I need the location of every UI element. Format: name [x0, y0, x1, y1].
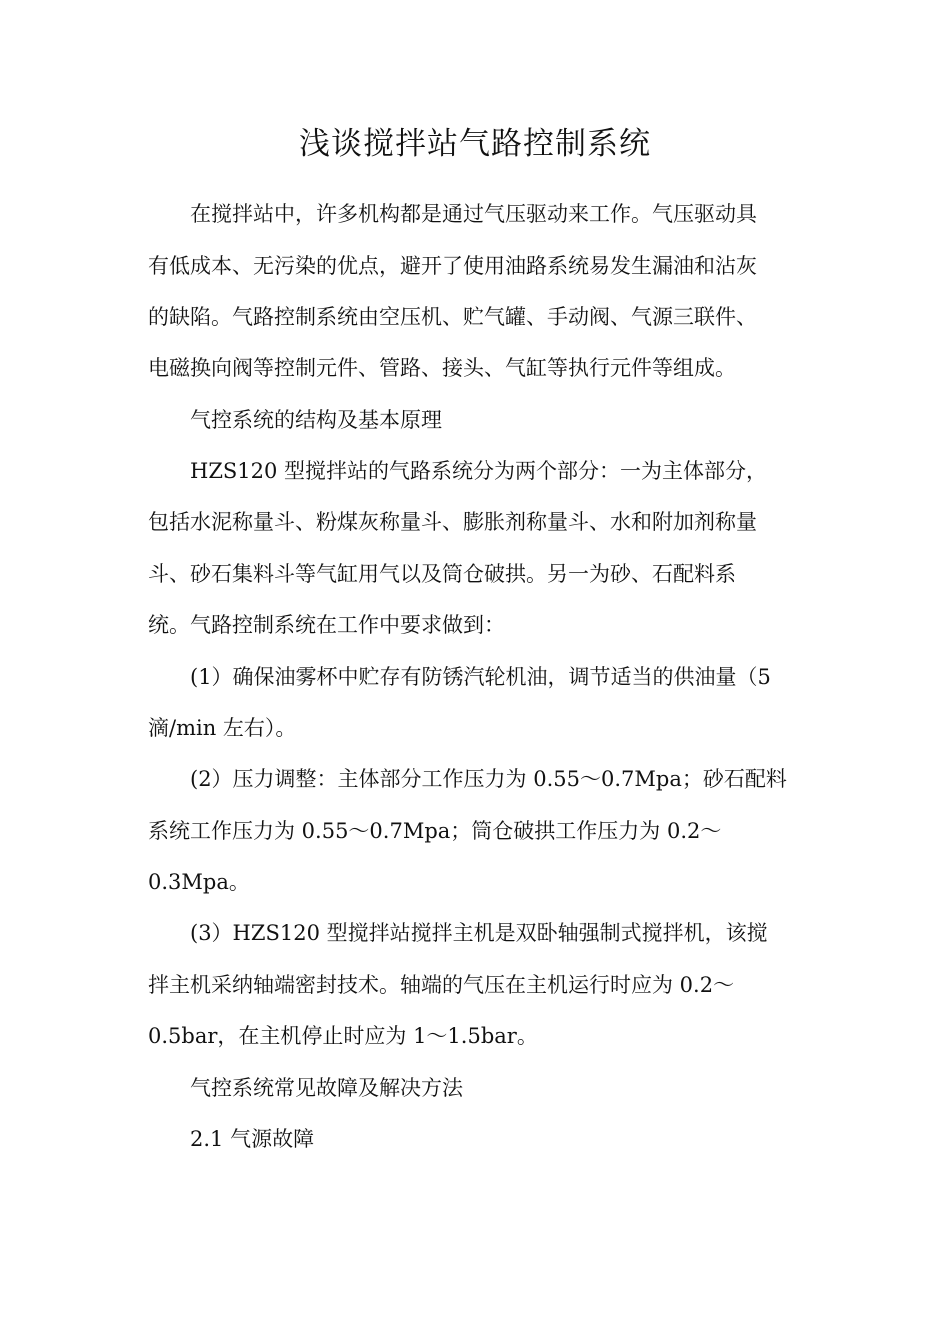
list-item-line: 滴/min 左右）。: [148, 716, 297, 740]
list-item-line: 系统工作压力为 0.55～0.7Mpa；筒仓破拱工作压力为 0.2～: [148, 819, 722, 843]
subsection-heading: 2.1 气源故障: [190, 1127, 315, 1151]
list-item-line: (3）HZS120 型搅拌站搅拌主机是双卧轴强制式搅拌机，该搅: [190, 921, 768, 945]
list-item-line: 拌主机采纳轴端密封技术。轴端的气压在主机运行时应为 0.2～: [148, 973, 735, 997]
list-item-line: 0.3Mpa。: [148, 870, 250, 894]
list-item-line: (1）确保油雾杯中贮存有防锈汽轮机油，调节适当的供油量（5: [190, 665, 771, 689]
paragraph-line: 包括水泥称量斗、粉煤灰称量斗、膨胀剂称量斗、水和附加剂称量: [148, 510, 757, 534]
list-item-line: 0.5bar，在主机停止时应为 1～1.5bar。: [148, 1024, 538, 1048]
paragraph-line: 的缺陷。气路控制系统由空压机、贮气罐、手动阀、气源三联件、: [148, 305, 757, 329]
paragraph-line: 斗、砂石集料斗等气缸用气以及筒仓破拱。另一为砂、石配料系: [148, 562, 736, 586]
paragraph-line: 有低成本、无污染的优点，避开了使用油路系统易发生漏油和沾灰: [148, 254, 757, 278]
document-title: 浅谈搅拌站气路控制系统: [299, 126, 651, 162]
section-heading: 气控系统的结构及基本原理: [190, 408, 442, 432]
paragraph-line: 电磁换向阀等控制元件、管路、接头、气缸等执行元件等组成。: [148, 356, 736, 380]
paragraph-line: 在搅拌站中，许多机构都是通过气压驱动来工作。气压驱动具: [190, 202, 757, 226]
section-heading: 气控系统常见故障及解决方法: [190, 1076, 463, 1100]
paragraph-line: 统。气路控制系统在工作中要求做到：: [148, 613, 505, 637]
paragraph-line: HZS120 型搅拌站的气路系统分为两个部分：一为主体部分，: [190, 459, 768, 483]
list-item-line: (2）压力调整：主体部分工作压力为 0.55～0.7Mpa；砂石配料: [190, 767, 787, 791]
